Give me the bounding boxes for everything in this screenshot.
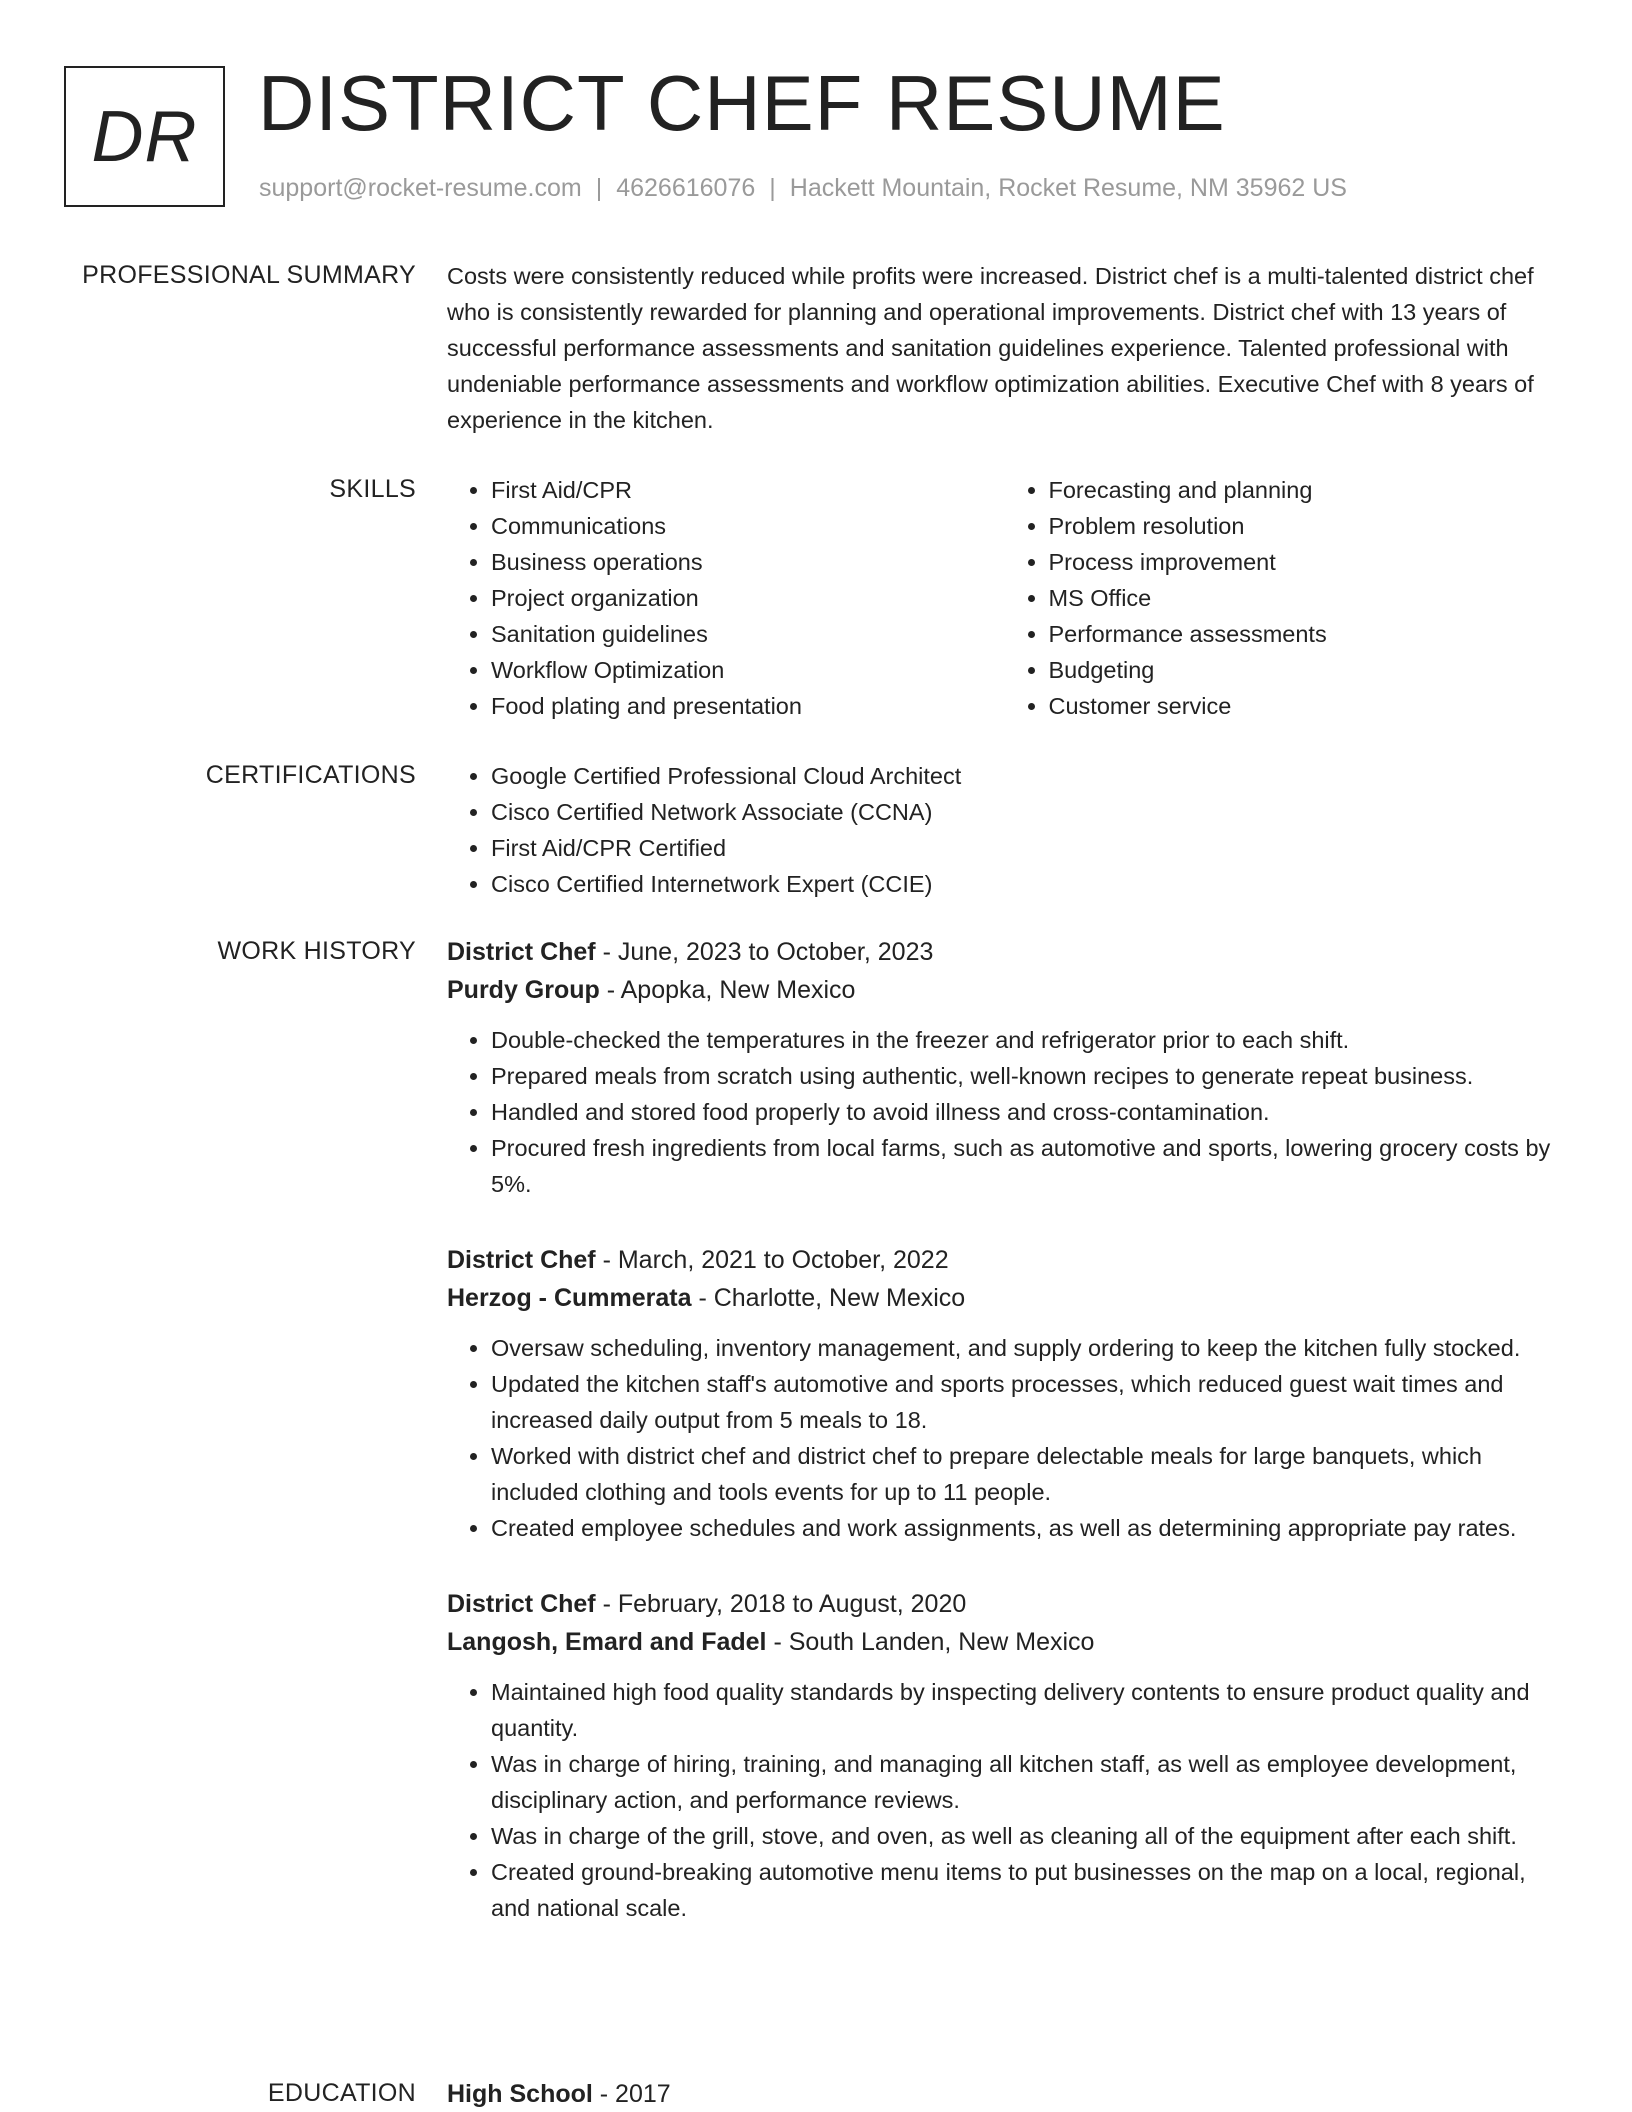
education-degree: High School (447, 2080, 593, 2108)
job-company: Purdy Group (447, 976, 600, 1004)
skill-item: • Customer service (1049, 688, 1563, 724)
skill-item: • Problem resolution (1049, 508, 1563, 544)
certification-item: • First Aid/CPR Certified (491, 830, 1562, 866)
job-location: - Charlotte, New Mexico (691, 1284, 966, 1312)
skills-list-right (1005, 472, 1563, 724)
job-dates: - February, 2018 to August, 2020 (595, 1590, 967, 1618)
job-title-line (447, 1242, 1562, 1278)
work-history-label: WORK HISTORY (217, 937, 416, 965)
job-bullet: • Handled and stored food properly to avoid illness and cross-contamination. (491, 1094, 1562, 1130)
education-label: EDUCATION (267, 2079, 416, 2107)
job-bullet: • Double-checked the temperatures in the freezer and refrigerator prior to each shift. (491, 1022, 1562, 1058)
monogram-logo: DR (64, 66, 225, 207)
work-history-list (447, 934, 1562, 1966)
skill-item: • First Aid/CPR (491, 472, 1005, 508)
job-bullet: • Was in charge of the grill, stove, and oven, as well as cleaning all of the equipment after each shift. (491, 1818, 1562, 1854)
skill-item: • Performance assessments (1049, 616, 1563, 652)
skill-item: • Budgeting (1049, 652, 1563, 688)
job-bullet: • Procured fresh ingredients from local farms, such as automotive and sports, lowering grocery costs by 5%. (491, 1130, 1562, 1202)
job-location: - South Landen, New Mexico (766, 1628, 1095, 1656)
summary-label: PROFESSIONAL SUMMARY (82, 261, 416, 289)
job-company-line (447, 1278, 1562, 1318)
contact-address: Hackett Mountain, Rocket Resume, NM 35962 US (789, 174, 1347, 202)
skill-item: • Communications (491, 508, 1005, 544)
job-bullet: • Prepared meals from scratch using authentic, well-known recipes to generate repeat business. (491, 1058, 1562, 1094)
job-company-line (447, 1622, 1562, 1662)
job-dates: - March, 2021 to October, 2022 (595, 1246, 949, 1274)
job-entry (447, 1586, 1562, 1926)
certification-item: • Google Certified Professional Cloud Architect (491, 758, 1562, 794)
certifications-label: CERTIFICATIONS (205, 761, 416, 789)
skill-item: • Project organization (491, 580, 1005, 616)
skill-item: • Sanitation guidelines (491, 616, 1005, 652)
skills-list-left (447, 472, 1005, 724)
job-title-line (447, 1586, 1562, 1622)
contact-line (259, 174, 1347, 203)
summary-text: Costs were consistently reduced while profits were increased. District chef is a multi-talented district chef who is consistently rewarded for planning and operational improvements. District chef with 13 years of successful performance assessments and sanitation guidelines experience. Talented professional with undeniable performance assessments and workflow optimization abilities. Executive Chef with 8 years of experience in the kitchen. (447, 263, 1534, 433)
job-entry (447, 1242, 1562, 1546)
job-bullet: • Oversaw scheduling, inventory management, and supply ordering to keep the kitchen fully stocked. (491, 1330, 1562, 1366)
job-title: District Chef (447, 938, 596, 966)
job-location: - Apopka, New Mexico (599, 976, 856, 1004)
job-bullet: • Created employee schedules and work assignments, as well as determining appropriate pay rates. (491, 1510, 1562, 1546)
job-company: Herzog - Cummerata (447, 1284, 692, 1312)
job-title-line (447, 934, 1562, 970)
job-bullets (447, 1022, 1562, 1202)
skill-item: • Forecasting and planning (1049, 472, 1563, 508)
skill-item: • Process improvement (1049, 544, 1563, 580)
job-bullet: • Worked with district chef and district chef to prepare delectable meals for large banquets, which included clothing and tools events for up to 11 people. (491, 1438, 1562, 1510)
skill-item: • Food plating and presentation (491, 688, 1005, 724)
certification-item: • Cisco Certified Network Associate (CCNA) (491, 794, 1562, 830)
job-bullet: • Updated the kitchen staff's automotive and sports processes, which reduced guest wait times and increased daily output from 5 meals to 18. (491, 1366, 1562, 1438)
education-year: - 2017 (592, 2080, 671, 2108)
certification-item: • Cisco Certified Internetwork Expert (CCIE) (491, 866, 1562, 902)
skills-label: SKILLS (329, 475, 416, 503)
job-title: District Chef (447, 1246, 596, 1274)
skill-item: • MS Office (1049, 580, 1563, 616)
contact-phone[interactable]: 4626616076 (616, 174, 756, 202)
job-bullet: • Created ground-breaking automotive menu items to put businesses on the map on a local, regional, and national scale. (491, 1854, 1562, 1926)
skill-item: • Workflow Optimization (491, 652, 1005, 688)
job-company: Langosh, Emard and Fadel (447, 1628, 767, 1656)
resume-title: DISTRICT CHEF RESUME (258, 59, 1226, 147)
education-entry (447, 2076, 1562, 2112)
skill-item: • Business operations (491, 544, 1005, 580)
job-dates: - June, 2023 to October, 2023 (595, 938, 934, 966)
job-bullets (447, 1674, 1562, 1926)
job-bullet: • Was in charge of hiring, training, and managing all kitchen staff, as well as employee development, disciplinary action, and performance reviews. (491, 1746, 1562, 1818)
job-bullets (447, 1330, 1562, 1546)
job-company-line (447, 970, 1562, 1010)
job-entry (447, 934, 1562, 1202)
contact-email[interactable]: support@rocket-resume.com (259, 174, 582, 202)
contact-separator: | (769, 174, 776, 202)
job-bullet: • Maintained high food quality standards by inspecting delivery contents to ensure product quality and quantity. (491, 1674, 1562, 1746)
certifications-list (447, 758, 1562, 902)
contact-separator: | (595, 174, 603, 202)
job-title: District Chef (447, 1590, 596, 1618)
